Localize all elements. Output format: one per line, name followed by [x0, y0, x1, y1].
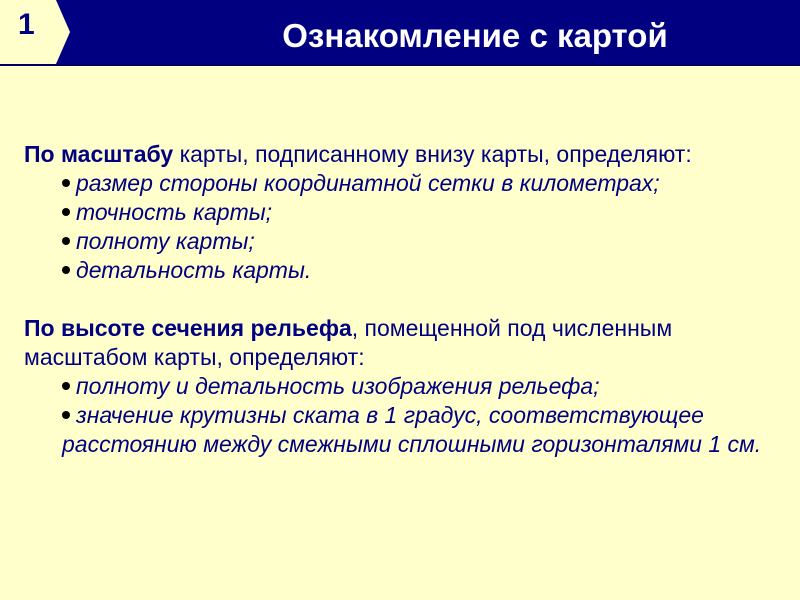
- list-item: [62, 256, 784, 285]
- header-bar: [0, 0, 800, 66]
- list-item: [62, 401, 784, 459]
- bullet-icon: [62, 208, 70, 216]
- list-item-text: детальность карты.: [76, 257, 312, 283]
- list-item: [62, 169, 784, 198]
- page-title: Ознакомление с картой: [282, 17, 668, 54]
- list-item: [62, 227, 784, 256]
- section-scale-lead: По масштабу: [24, 141, 174, 167]
- list-item: [62, 198, 784, 227]
- bullet-icon: [62, 179, 70, 187]
- bullet-icon: [62, 411, 70, 419]
- section-scale-list: [24, 169, 784, 285]
- list-item-text: полноту карты;: [76, 228, 255, 254]
- list-item-text: значение крутизны ската в 1 градус, соответствующее расстоянию между смежными сплошными горизонталями 1 см.: [62, 402, 762, 457]
- section-relief-intro: [24, 314, 784, 372]
- slide-number: 1: [18, 8, 35, 41]
- section-relief-list: [24, 372, 784, 459]
- list-item-text: точность карты;: [76, 199, 273, 225]
- section-spacer: [24, 285, 784, 314]
- main-content: [24, 140, 784, 459]
- list-item-text: полноту и детальность изображения рельефа;: [76, 373, 600, 399]
- list-item-text: размер стороны координатной сетки в километрах;: [76, 170, 660, 196]
- section-scale-intro: [24, 140, 784, 169]
- section-relief-lead: По высоте сечения рельефа: [24, 315, 352, 341]
- bullet-icon: [62, 237, 70, 245]
- bullet-icon: [62, 266, 70, 274]
- bullet-icon: [62, 382, 70, 390]
- list-item: [62, 372, 784, 401]
- section-relief-tail: , помещенной под численным масштабом карты, определяют:: [24, 315, 673, 370]
- slide-number-badge: [0, 0, 72, 64]
- badge-arrow-shape: [0, 0, 72, 64]
- section-scale-tail: карты, подписанному внизу карты, определяют:: [173, 141, 692, 167]
